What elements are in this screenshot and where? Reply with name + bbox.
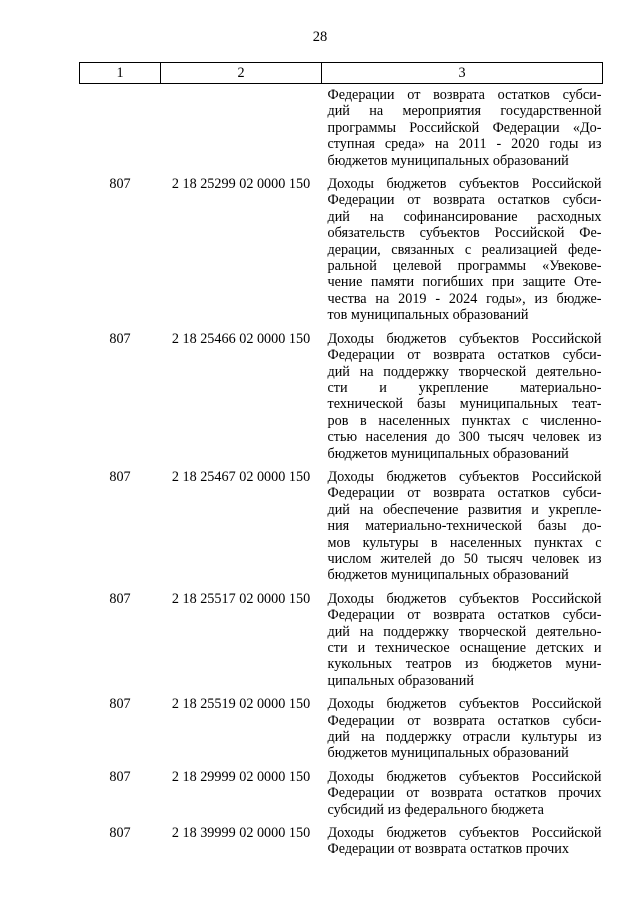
table-row	[80, 586, 603, 691]
revenue-code-cell: 2 18 25467 02 0000 150	[171, 468, 311, 485]
description-line: дий на поддержку творческой деятельно-	[327, 623, 602, 640]
description-cell	[322, 171, 603, 326]
description-line: ступная среда» на 2011 - 2020 годы из	[327, 136, 602, 153]
column-header-3: 3	[322, 63, 603, 84]
description-line: сти и укрепление материально-	[327, 379, 602, 396]
description-line: ния материально-технической базы до-	[327, 518, 602, 535]
table-row	[80, 326, 603, 464]
description-line: мов культуры в населенных пунктах с	[327, 534, 602, 551]
column-header-2: 2	[161, 63, 322, 84]
description-line: ципальных образований	[327, 672, 474, 689]
description-line: кукольных театров из бюджетов муни-	[327, 656, 602, 673]
description-line: дерации, связанных с реализацией феде-	[327, 241, 602, 258]
budget-codes-table	[79, 62, 603, 860]
description-cell	[322, 326, 603, 464]
description-line: Федерации от возврата остатков субси-	[327, 192, 602, 209]
admin-code-cell: 807	[109, 696, 131, 713]
column-header-1: 1	[80, 63, 161, 84]
description-line: бюджетов муниципальных образований	[327, 567, 569, 584]
description-line: числом жителей до 50 тысяч человек из	[327, 550, 602, 567]
revenue-code-cell: 2 18 25299 02 0000 150	[171, 176, 311, 193]
admin-code-cell	[80, 84, 161, 172]
admin-code-cell: 807	[109, 176, 131, 193]
description-line: Доходы бюджетов субъектов Российской	[327, 330, 602, 347]
description-line: дий на поддержку отрасли культуры из	[327, 729, 602, 746]
description-line: ров в населенных пунктах с численно-	[327, 412, 602, 429]
admin-code-cell: 807	[109, 825, 131, 842]
description-line: ральной целевой программы «Увекове-	[327, 258, 602, 275]
revenue-code-cell: 2 18 29999 02 0000 150	[171, 768, 311, 785]
admin-code-cell: 807	[109, 768, 131, 785]
description-line: Федерации от возврата остатков прочих	[327, 841, 569, 858]
revenue-code-cell: 2 18 25519 02 0000 150	[171, 696, 311, 713]
revenue-code-cell: 2 18 25517 02 0000 150	[171, 590, 311, 607]
description-line: бюджетов муниципальных образований	[327, 745, 569, 762]
table-row	[80, 171, 603, 326]
description-line: дий на мероприятия государственной	[327, 103, 602, 120]
description-line: чение памяти погибших при защите Оте-	[327, 274, 602, 291]
description-line: Доходы бюджетов субъектов Российской	[327, 176, 602, 193]
description-cell	[322, 764, 603, 820]
description-line: бюджетов муниципальных образований	[327, 152, 569, 169]
description-line: дий на софинансирование расходных	[327, 208, 602, 225]
admin-code-cell: 807	[109, 468, 131, 485]
table-row	[80, 691, 603, 764]
description-line: тов муниципальных образований	[327, 307, 529, 324]
table-header-row	[80, 63, 603, 84]
description-line: Федерации от возврата остатков субси-	[327, 87, 602, 103]
description-cell	[322, 691, 603, 764]
description-cell	[322, 820, 603, 860]
admin-code-cell: 807	[109, 330, 131, 347]
description-line: Доходы бюджетов субъектов Российской	[327, 768, 602, 785]
revenue-code-cell	[161, 84, 322, 172]
table-row	[80, 764, 603, 820]
description-line: Доходы бюджетов субъектов Российской	[327, 590, 602, 607]
table-row	[80, 464, 603, 586]
description-cell	[322, 464, 603, 586]
description-line: технической базы муниципальных теат-	[327, 396, 602, 413]
description-line: субсидий из федерального бюджета	[327, 801, 544, 818]
description-line: Федерации от возврата остатков субси-	[327, 712, 602, 729]
description-line: программы Российской Федерации «До-	[327, 119, 602, 136]
description-line: стью населения до 300 тысяч человек из	[327, 429, 602, 446]
description-line: сти и техническое оснащение детских и	[327, 640, 602, 656]
description-line: обязательств субъектов Российской Фе-	[327, 225, 602, 242]
table-row-continuation	[80, 84, 603, 172]
description-cell	[322, 586, 603, 691]
table-row	[80, 820, 603, 860]
description-line: Федерации от возврата остатков субси-	[327, 607, 602, 624]
description-cell	[322, 84, 603, 172]
description-line: дий на поддержку творческой деятельно-	[327, 363, 602, 380]
admin-code-cell: 807	[109, 590, 131, 607]
description-line: Федерации от возврата остатков субси-	[327, 485, 602, 502]
description-line: Федерации от возврата остатков прочих	[327, 785, 602, 802]
description-line: Доходы бюджетов субъектов Российской	[327, 468, 602, 485]
description-line: бюджетов муниципальных образований	[327, 445, 569, 462]
revenue-code-cell: 2 18 25466 02 0000 150	[171, 330, 311, 347]
description-line: дий на обеспечение развития и укрепле-	[327, 501, 602, 518]
description-line: чества на 2019 - 2024 годы», из бюдже-	[327, 290, 602, 307]
description-line: Доходы бюджетов субъектов Российской	[327, 825, 602, 842]
page-number: 28	[312, 29, 328, 45]
revenue-code-cell: 2 18 39999 02 0000 150	[171, 825, 311, 842]
description-line: Доходы бюджетов субъектов Российской	[327, 696, 602, 713]
description-line: Федерации от возврата остатков субси-	[327, 347, 602, 364]
